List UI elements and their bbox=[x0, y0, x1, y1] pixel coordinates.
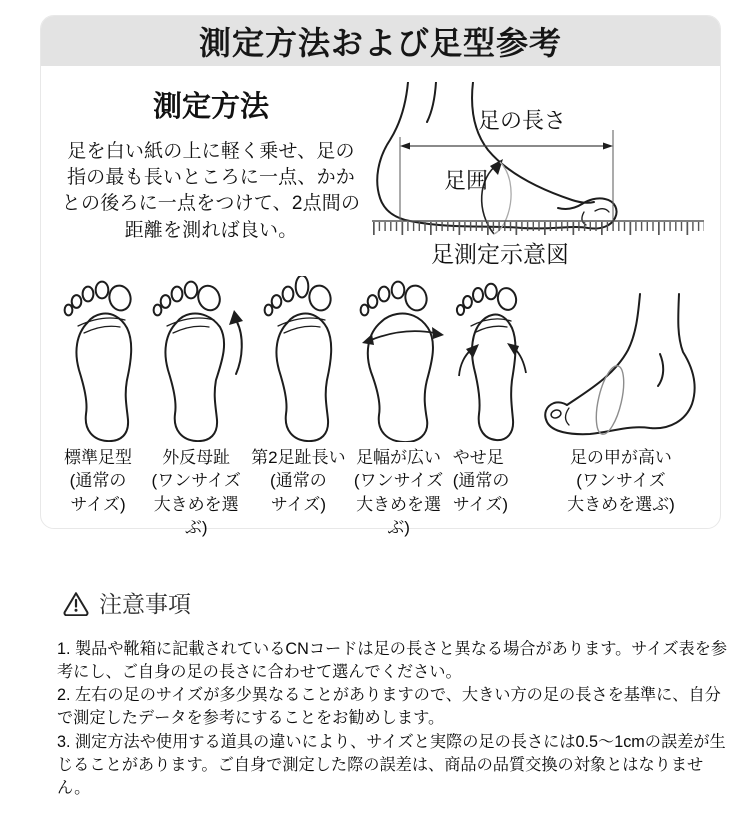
foot-type-advice: 大きめを選ぶ) bbox=[153, 494, 239, 538]
foot-type-column bbox=[451, 276, 531, 516]
foot-type-label: 外反母趾 bbox=[162, 448, 231, 467]
foot-type-label: 足幅が広い bbox=[356, 448, 442, 467]
foot-standard-illustration-icon bbox=[54, 276, 142, 442]
notice-section bbox=[57, 586, 735, 800]
warning-icon bbox=[62, 590, 90, 616]
notice-item: 2. 左右の足のサイズが多少異なることがありますので、大きい方の足の長さを基準に、自分で測定したデータを参考にすることをお勧めします。 bbox=[57, 686, 721, 728]
foot-type-label: やせ足 bbox=[452, 448, 504, 467]
page-title: 測定方法および足型参考 bbox=[198, 25, 562, 61]
foot-type-label: 足の甲が高い bbox=[569, 448, 672, 467]
foot-type-column bbox=[351, 276, 447, 540]
foot-type-column bbox=[250, 276, 346, 516]
foot-type-advice: 大きめを選ぶ) bbox=[567, 494, 675, 514]
foot-thin-illustration-icon bbox=[451, 276, 531, 442]
foot-type-advice: サイズ) bbox=[70, 494, 126, 514]
notice-item: 1. 製品や靴箱に記載されているCNコードは足の長さと異なる場合があります。サイズ表を参考にし、ご自身の足の長さに合わせて選んでください。 bbox=[57, 640, 728, 682]
foot-wide-illustration-icon bbox=[351, 276, 447, 442]
foot-bunion-illustration-icon bbox=[146, 276, 246, 442]
measurement-method-column bbox=[61, 80, 361, 274]
foot-type-column bbox=[54, 276, 142, 516]
reference-card bbox=[40, 15, 721, 538]
foot-type-label: 第2足趾長い bbox=[251, 448, 346, 467]
notice-items bbox=[57, 638, 735, 800]
diagram-caption: 足測定示意図 bbox=[431, 241, 569, 267]
notice-heading-text: 注意事項 bbox=[99, 591, 191, 617]
notice-item: 3. 測定方法や使用する道具の違いにより、サイズと実際の足の長さには0.5〜1cmの誤差が生じることがあります。ご自身で測定した際の誤差は、商品の品質交換の対象とはなりません。 bbox=[57, 732, 726, 797]
measurement-description: 足を白い紙の上に軽く乗せ、足の指の最も長いところに一点、かかとの後ろに一点をつけて、2点間の距離を測れば良い。 bbox=[61, 141, 361, 241]
foot-long-second-toe-illustration-icon bbox=[250, 276, 346, 442]
foot-type-advice: サイズ) bbox=[270, 494, 327, 514]
foot-type-advice: (ワンサイズ bbox=[353, 471, 444, 491]
foot-length-label: 足の長さ bbox=[477, 108, 567, 133]
foot-type-advice: 大きめを選ぶ) bbox=[356, 494, 442, 538]
measurement-section bbox=[41, 66, 720, 274]
foot-type-advice: サイズ) bbox=[452, 494, 509, 514]
notice-heading bbox=[62, 586, 735, 619]
foot-girth-label: 足囲 bbox=[443, 168, 489, 193]
measurement-diagram-column bbox=[361, 80, 716, 274]
foot-type-advice: (通常の bbox=[270, 471, 327, 491]
foot-type-advice: (通常の bbox=[69, 471, 127, 491]
foot-type-label: 標準足型 bbox=[64, 448, 132, 467]
measurement-heading: 測定方法 bbox=[152, 91, 269, 123]
foot-type-advice: (ワンサイズ bbox=[576, 471, 666, 491]
foot-type-column bbox=[535, 276, 707, 516]
card-header bbox=[41, 16, 720, 66]
foot-type-advice: (通常の bbox=[452, 471, 510, 491]
foot-type-column bbox=[146, 276, 246, 540]
foot-measure-diagram-icon bbox=[370, 82, 710, 274]
foot-types-grid bbox=[41, 274, 720, 540]
foot-high-instep-illustration-icon bbox=[536, 276, 706, 442]
foot-type-advice: (ワンサイズ bbox=[151, 471, 241, 491]
